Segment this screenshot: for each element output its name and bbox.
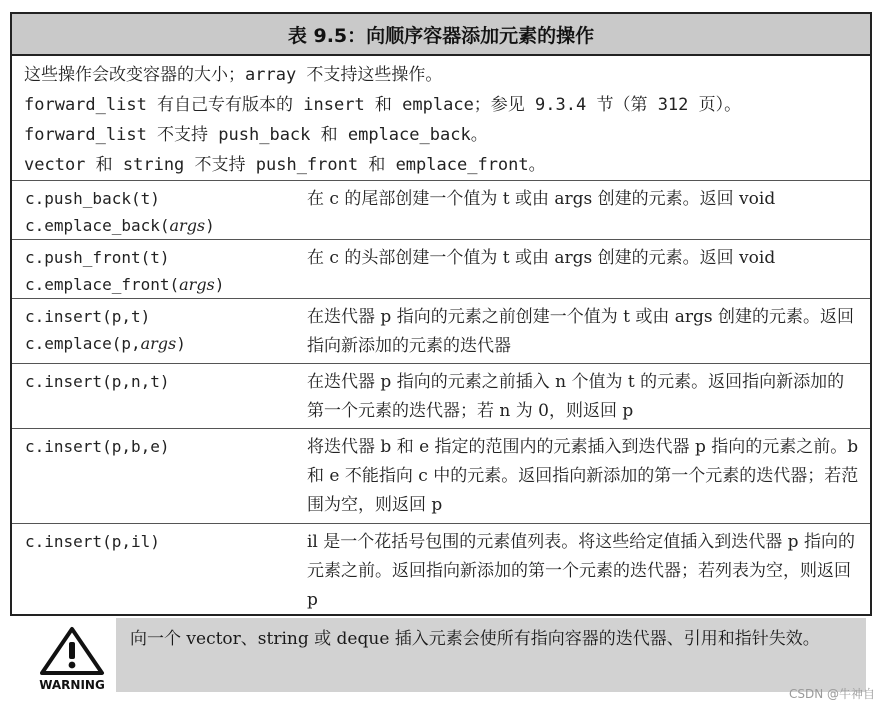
description-cell: 将迭代器 b 和 e 指定的范围内的元素插入到迭代器 p 指向的元素之前。b 和 e 不能指向 c 中的元素。返回指向新添加的第一个元素的迭代器；若范围为空，则返回 p	[307, 437, 859, 515]
description-cell: 在迭代器 p 指向的元素之前创建一个值为 t 或由 args 创建的元素。返回指向新添加的元素的迭代器	[307, 307, 855, 356]
warning-badge	[36, 626, 108, 696]
operation-cell	[12, 524, 295, 622]
operation-cell	[12, 181, 295, 239]
table-row	[12, 239, 870, 298]
description-cell: il 是一个花括号包围的元素值列表。将这些给定值插入到迭代器 p 指向的元素之前。返回指向新添加的第一个元素的迭代器；若列表为空，则返回 p	[307, 532, 855, 610]
warning-text: 向一个 vector、string 或 deque 插入元素会使所有指向容器的迭代器、引用和指针失效。	[116, 618, 866, 692]
table-row	[12, 298, 870, 363]
warning-callout	[10, 616, 872, 698]
operation-signature: c.emplace_front(args)	[25, 275, 225, 294]
table-row	[12, 363, 870, 428]
watermark: CSDN @牛神自	[788, 687, 875, 701]
note-line: vector 和 string 不支持 push_front 和 emplace_front。	[24, 155, 546, 175]
description-cell: 在 c 的尾部创建一个值为 t 或由 args 创建的元素。返回 void	[307, 189, 776, 209]
operation-cell	[12, 364, 295, 428]
warning-label: WARNING	[39, 678, 105, 692]
operation-signature: c.emplace_back(args)	[25, 216, 215, 235]
warning-triangle-icon	[36, 626, 108, 678]
table-row	[12, 428, 870, 523]
note-line: forward_list 不支持 push_back 和 emplace_back。	[24, 125, 488, 145]
table-title: 表 9.5：向顺序容器添加元素的操作	[12, 14, 870, 56]
note-line: forward_list 有自己专有版本的 insert 和 emplace；参见 9.3.4 节（第 312 页）。	[24, 95, 742, 115]
table-row	[12, 523, 870, 622]
table-row	[12, 180, 870, 239]
operation-signature: c.insert(p,t)	[25, 307, 151, 326]
table-notes	[12, 56, 870, 180]
operation-cell	[12, 429, 295, 523]
operations-table	[10, 12, 872, 616]
operation-cell	[12, 299, 295, 363]
operation-signature: c.emplace(p,args)	[25, 334, 186, 353]
note-line: 这些操作会改变容器的大小；array 不支持这些操作。	[24, 65, 443, 85]
description-cell: 在迭代器 p 指向的元素之前插入 n 个值为 t 的元素。返回指向新添加的第一个元素的迭代器；若 n 为 0，则返回 p	[307, 372, 845, 421]
operation-cell	[12, 240, 295, 298]
operation-signature: c.insert(p,il)	[25, 532, 160, 551]
description-cell: 在 c 的头部创建一个值为 t 或由 args 创建的元素。返回 void	[307, 248, 776, 268]
operation-signature: c.push_back(t)	[25, 189, 160, 208]
operation-signature: c.insert(p,n,t)	[25, 372, 170, 391]
operation-signature: c.insert(p,b,e)	[25, 437, 170, 456]
operation-signature: c.push_front(t)	[25, 248, 170, 267]
